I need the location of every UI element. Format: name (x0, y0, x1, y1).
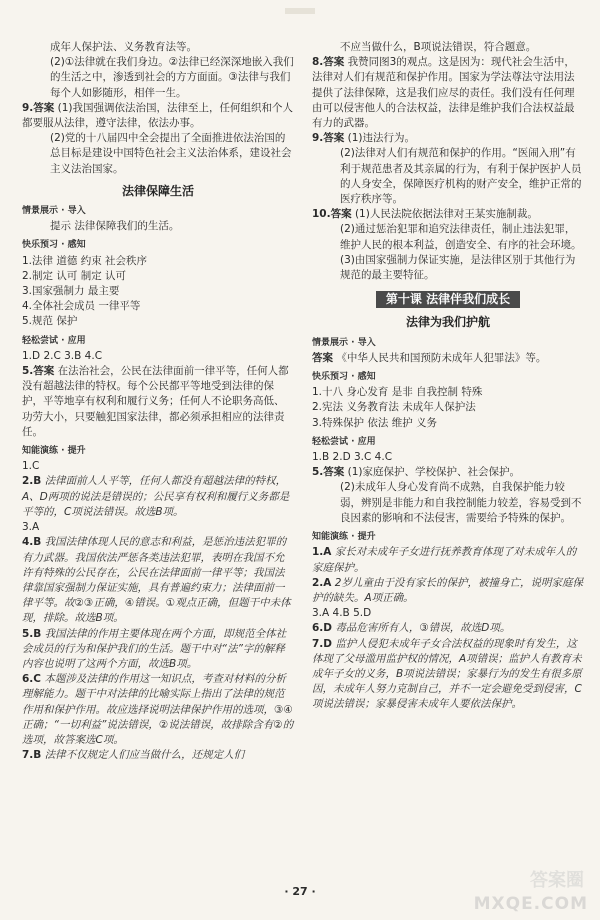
chapter-label: 第十课 法律伴我们成长 (376, 291, 520, 308)
answer-label: 答案 (330, 208, 352, 221)
explanation-text: 法律面前人人平等，任何人都没有超越法律的特权，A、D两项的说法是错误的；公民享有权利和履行义务都是平等的，C项说法错误。故选B项。 (22, 475, 290, 518)
answer-label: 答案 (323, 132, 345, 145)
subsection-tag: 情景展示 · 导入 (22, 206, 86, 217)
answer-line: 1.法律 道德 约束 社会秩序 (22, 254, 148, 267)
item-number: 5. (312, 466, 324, 479)
answer-line: 4.全体社会成员 一律平等 (22, 300, 141, 313)
answer-label: 答案 (312, 351, 333, 364)
item-number: 9. (22, 101, 34, 114)
answer-line: 1.十八 身心发育 是非 自我控制 特殊 (312, 386, 483, 399)
subsection-tag: 情景展示 · 导入 (312, 337, 376, 348)
answer-paragraph: (3)由国家强制力保证实施，是法律区别于其他行为规范的最主要特征。 (340, 253, 576, 282)
subsection-tag: 快乐预习 · 感知 (312, 372, 376, 383)
answer-item (312, 55, 584, 131)
answer-text: 在法治社会，公民在法律面前一律平等，任何人都没有超越法律的特权。每个公民都平等地受到法律的保护，平等地享有权利和履行义务；任何人不论职务高低、功劳大小，只要触犯国家法律，都必须承担相应的法律责任。 (22, 365, 289, 438)
chapter-title (312, 291, 584, 308)
answer-paragraph: (2)未成年人身心发育尚不成熟，自我保护能力较弱，辨别是非能力和自我控制能力较差，容易受到不良因素的影响和不法侵害，需要给予特殊的保护。 (340, 481, 582, 524)
section-title: 法律保障生活 (121, 183, 194, 198)
answer-line: 5.规范 保护 (22, 315, 78, 328)
explanation-item (312, 545, 584, 575)
answer-item (312, 465, 584, 480)
item-number: 6.D (312, 622, 333, 635)
answer-item (22, 364, 294, 440)
subsection-tag: 轻松尝试 · 应用 (312, 436, 376, 447)
answer-line: 1.D 2.C 3.B 4.C (22, 349, 103, 362)
answer-line: 3.特殊保护 依法 维护 义务 (312, 416, 438, 429)
watermark-line2: MXQE.COM (473, 894, 588, 914)
subsection-tag: 知能演练 · 提升 (312, 532, 376, 543)
subsection-tag: 轻松尝试 · 应用 (22, 335, 86, 346)
explanation-text: 我国法律体现人民的意志和利益，是惩治违法犯罪的有力武器。我国依法严惩各类违法犯罪，表明在我国不允许有特殊的公民存在，公民在法律面前一律平等；我国法律靠国家强制力保证实施，具有普遍约束力；法律面前一律平等。故②③正确，④错误。①观点正确，但题干中未体现，排除。故选B项。 (22, 536, 291, 625)
explanation-item (312, 621, 584, 636)
watermark-line1: 答案圈 (530, 870, 584, 891)
explanation-text: 法律不仅规定人们应当做什么，还规定人们 (44, 749, 245, 762)
explanation-text: 我国法律的作用主要体现在两个方面，即规范全体社会成员的行为和保护我们的生活。题干中对“法”字的解释内容也说明了这两个方面，故选B项。 (22, 627, 287, 670)
answer-text: (1)家庭保护、学校保护、社会保护。 (347, 466, 521, 479)
answer-label: 答案 (323, 466, 345, 479)
item-number: 4.B (22, 536, 42, 549)
answer-paragraph: 成年人保护法、义务教育法等。 (50, 41, 197, 53)
item-number: 10. (312, 208, 331, 221)
answer-label: 答案 (323, 56, 345, 69)
answer-line: 1.B 2.D 3.C 4.C (312, 451, 393, 464)
answer-paragraph: (2)①法律就在我们身边。②法律已经深深地嵌入我们的生活之中，渗透到社会的方方面面。③法律与我们每个人如影随形，相伴一生。 (50, 56, 294, 99)
answer-line: 3.A 4.B 5.D (312, 607, 372, 620)
explanation-text: 毒品危害所有人，③错误，故选D项。 (335, 622, 511, 635)
answer-item (312, 207, 584, 222)
answer-item (22, 101, 294, 131)
item-number: 1.A (312, 546, 332, 559)
answer-paragraph: (2)通过惩治犯罪和追究法律责任，制止违法犯罪，维护人民的根本利益，创造安全、有序的社会环境。 (340, 223, 582, 251)
answer-text: (1)人民法院依据法律对王某实施制裁。 (354, 208, 538, 221)
item-number: 5.B (22, 627, 42, 640)
item-number: 2.A (312, 576, 332, 589)
watermark (473, 864, 592, 916)
explanation-item (22, 748, 294, 763)
explanation-text: 监护人侵犯未成年子女合法权益的现象时有发生，这体现了父母滥用监护权的情况，A项错误；监护人有教育未成年子女的义务，B项说法错误；家暴行为的发生有很多原因，未成年人努力克制自己，并不一定会避免受到侵害，C项说法错误；家暴侵害未成年人要依法保护。 (312, 637, 582, 711)
answer-line: 3.国家强制力 最主要 (22, 285, 120, 298)
answer-text: 《中华人民共和国预防未成年人犯罪法》等。 (336, 351, 547, 364)
item-number: 6.C (22, 673, 42, 686)
page-number: · 27 · (284, 885, 316, 898)
answer-paragraph: 不应当做什么，B项说法错误，符合题意。 (340, 41, 537, 53)
answer-paragraph: (2)党的十八届四中全会提出了全面推进依法治国的总目标是建设中国特色社会主义法治体系，建设社会主义法治国家。 (50, 132, 292, 175)
explanation-item (312, 637, 584, 713)
answer-label: 答案 (33, 365, 55, 378)
answer-line: 2.制定 认可 制定 认可 (22, 269, 127, 282)
answer-text: (1)我国强调依法治国，法律至上，任何组织和个人都要服从法律，遵守法律，依法办事。 (22, 101, 294, 130)
explanation-text: 家长对未成年子女进行抚养教育体现了对未成年人的家庭保护。 (312, 546, 577, 574)
explanation-item (22, 535, 294, 626)
left-column (22, 40, 294, 763)
subsection-tag: 快乐预习 · 感知 (22, 240, 86, 251)
item-number: 9. (312, 132, 324, 145)
answer-paragraph: 提示 法律保障我们的生活。 (50, 220, 180, 233)
explanation-text: 本题涉及法律的作用这一知识点，考查对材料的分析理解能力。题干中对法律的比喻实际上指出了法律的规范作用和保护作用。故应选择说明法律保护作用的选项，③④正确；“一切利益”说法错误，②说法错误，故排除含有②的选项，故答案选C项。 (22, 673, 294, 746)
explanation-text: 2岁儿童由于没有家长的保护，被撞身亡，说明家庭保护的缺失。A项正确。 (312, 576, 583, 604)
answer-label: 答案 (33, 101, 55, 114)
answer-line: 1.C (22, 460, 40, 473)
item-number: 8. (312, 56, 324, 69)
explanation-item (312, 576, 584, 606)
item-number: 5. (22, 365, 34, 378)
item-number: 7.D (312, 637, 333, 650)
subsection-tag: 知能演练 · 提升 (22, 446, 86, 457)
explanation-item (22, 672, 294, 748)
section-title: 法律为我们护航 (405, 315, 490, 330)
answer-line: 2.宪法 义务教育法 未成年人保护法 (312, 401, 476, 414)
answer-line: 3.A (22, 521, 40, 534)
explanation-item (22, 627, 294, 673)
top-decoration (285, 8, 315, 14)
item-number: 7.B (22, 749, 42, 762)
item-number: 2.B (22, 475, 42, 488)
answer-item (312, 131, 584, 146)
answer-text: (1)违法行为。 (347, 132, 416, 145)
answer-paragraph: (2)法律对人们有规范和保护的作用。“医闹入刑”有利于规范患者及其亲属的行为，有利于保护医护人员的人身安全，保障医疗机构的财产安全，维护正常的医疗秩序等。 (340, 147, 582, 206)
answer-item (312, 351, 584, 366)
explanation-item (22, 474, 294, 520)
right-column (312, 40, 584, 713)
answer-text: 我赞同图3的观点。这是因为：现代社会生活中，法律对人们有规范和保护作用。国家为学法尊法守法用法提供了法律保障，这是我们应尽的责任。我们没有任何理由可以侵害他人的合法权益，法律是维护我们合法权益最有力的武器。 (312, 56, 575, 130)
